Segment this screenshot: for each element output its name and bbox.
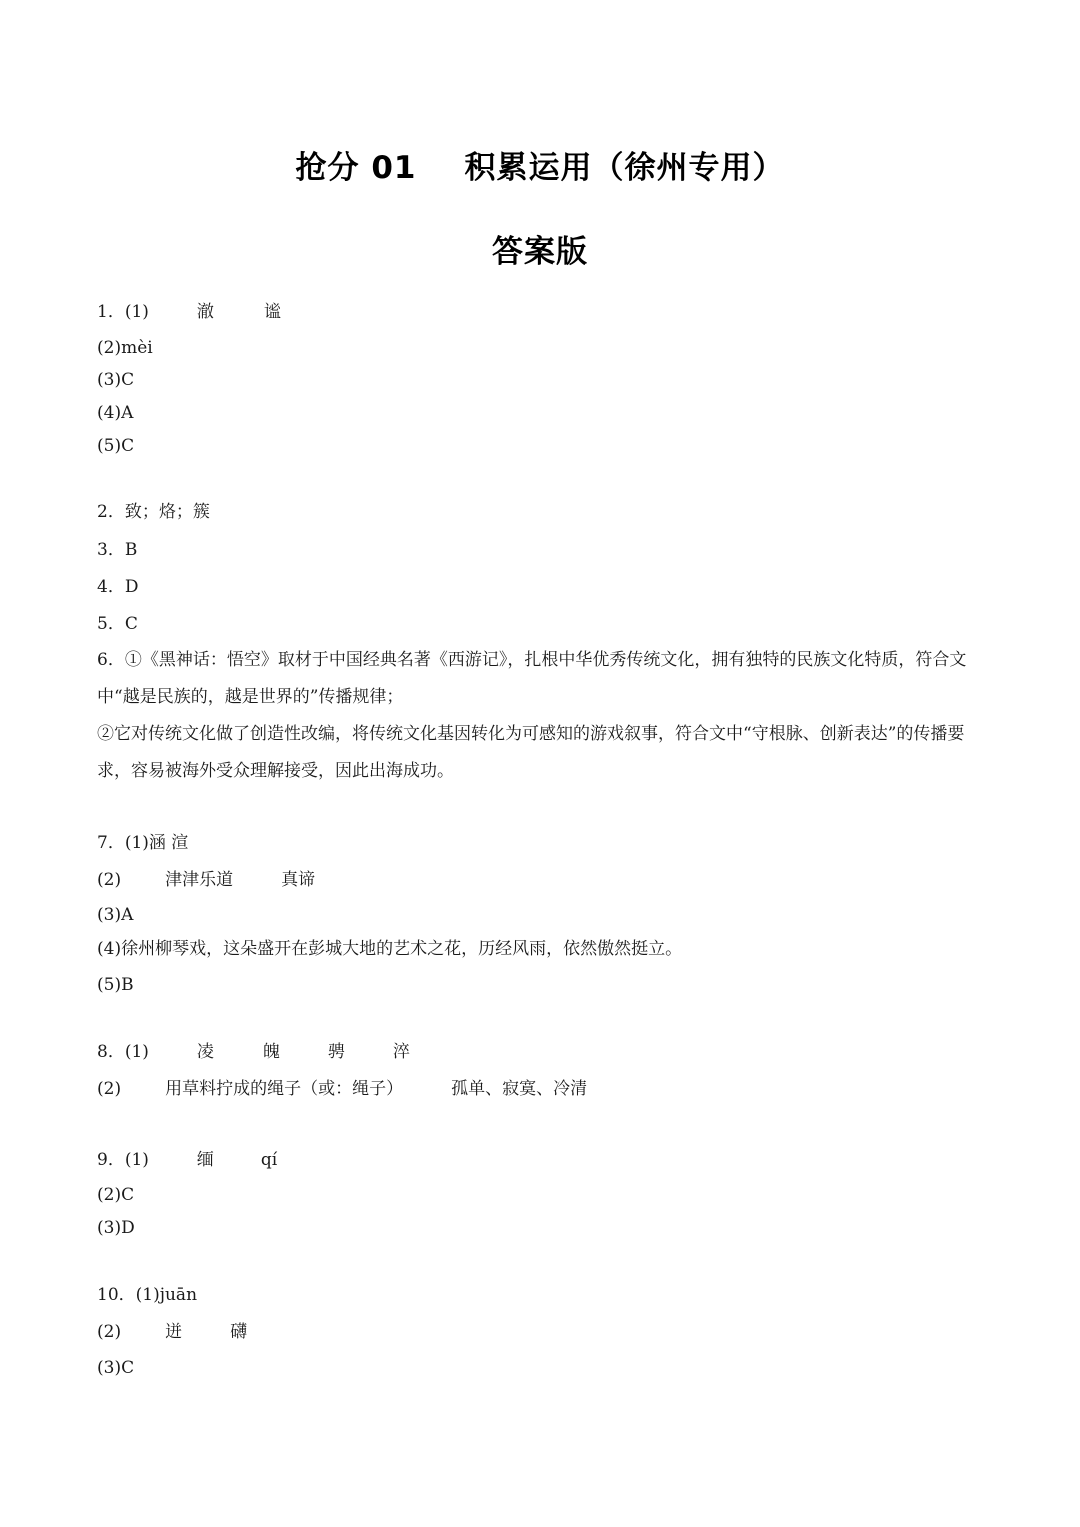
q1-line1 bbox=[97, 301, 281, 323]
q6-para2: ②它对传统文化做了创造性改编，将传统文化基因转化为可感知的游戏叙事，符合文中“守根脉、创新表达”的传播要求，容易被海外受众理解接受，因此出海成功。 bbox=[97, 724, 965, 781]
q7-l2-answer-b: 真谛 bbox=[281, 870, 316, 890]
q5-line: 5．C bbox=[97, 614, 138, 634]
q7-line1: 7．(1)涵 渲 bbox=[97, 833, 189, 853]
q1-line5: (5)C bbox=[97, 436, 135, 456]
q10-line3: (3)C bbox=[97, 1358, 135, 1378]
q8-answer-c: 骋 bbox=[327, 1042, 345, 1062]
q7-line3: (3)A bbox=[97, 905, 134, 925]
q7-line5: (5)B bbox=[97, 975, 134, 995]
q8-answer-a: 凌 bbox=[196, 1042, 214, 1062]
q10-l2-head: (2) bbox=[97, 1322, 122, 1342]
q7-l2-head: (2) bbox=[97, 870, 122, 890]
title-part1: 抢分 01 bbox=[295, 150, 417, 186]
q7-line2 bbox=[97, 869, 315, 891]
q4-line: 4．D bbox=[97, 577, 139, 597]
q10-line1: 10．(1)juān bbox=[97, 1285, 198, 1305]
q8-l2-answer-b: 孤单、寂寞、冷清 bbox=[451, 1079, 588, 1099]
q9-line2: (2)C bbox=[97, 1185, 135, 1205]
q1-line2: (2)mèi bbox=[97, 338, 153, 358]
page-subtitle: 答案版 bbox=[492, 234, 588, 270]
q8-l2-answer-a: 用草料拧成的绳子（或：绳子） bbox=[165, 1079, 404, 1099]
q2-line: 2．致；烙；簇 bbox=[97, 502, 210, 522]
q8-answer-b: 魄 bbox=[262, 1042, 280, 1062]
q9-head: 9．(1) bbox=[97, 1150, 149, 1170]
q1-answer-a: 澈 bbox=[196, 302, 214, 322]
q10-l2-answer-a: 迸 bbox=[165, 1322, 183, 1342]
q6-para1: 6．①《黑神话：悟空》取材于中国经典名著《西游记》，扎根中华优秀传统文化，拥有独特的民族文化特质，符合文中“越是民族的，越是世界的”传播规律； bbox=[97, 650, 967, 707]
q8-line1 bbox=[97, 1041, 410, 1063]
q8-line2 bbox=[97, 1078, 587, 1100]
q9-line1 bbox=[97, 1149, 277, 1171]
title-part2: 积累运用（徐州专用） bbox=[464, 150, 785, 186]
q9-answer-a: 缅 bbox=[196, 1150, 214, 1170]
page-title bbox=[0, 142, 1080, 187]
q8-answer-d: 淬 bbox=[392, 1042, 410, 1062]
q7-line4: (4)徐州柳琴戏，这朵盛开在彭城大地的艺术之花，历经风雨，依然傲然挺立。 bbox=[97, 939, 683, 959]
q8-head: 8．(1) bbox=[97, 1042, 149, 1062]
q1-line3: (3)C bbox=[97, 370, 135, 390]
q9-answer-b: qí bbox=[260, 1150, 278, 1170]
q10-line2 bbox=[97, 1321, 247, 1343]
q1-answer-b: 谧 bbox=[263, 302, 281, 322]
q1-line4: (4)A bbox=[97, 403, 134, 423]
q9-line3: (3)D bbox=[97, 1218, 135, 1238]
q3-line: 3．B bbox=[97, 540, 138, 560]
q7-l2-answer-a: 津津乐道 bbox=[165, 870, 234, 890]
q1-head: 1．(1) bbox=[97, 302, 149, 322]
q10-l2-answer-b: 礴 bbox=[230, 1322, 248, 1342]
q8-l2-head: (2) bbox=[97, 1079, 122, 1099]
